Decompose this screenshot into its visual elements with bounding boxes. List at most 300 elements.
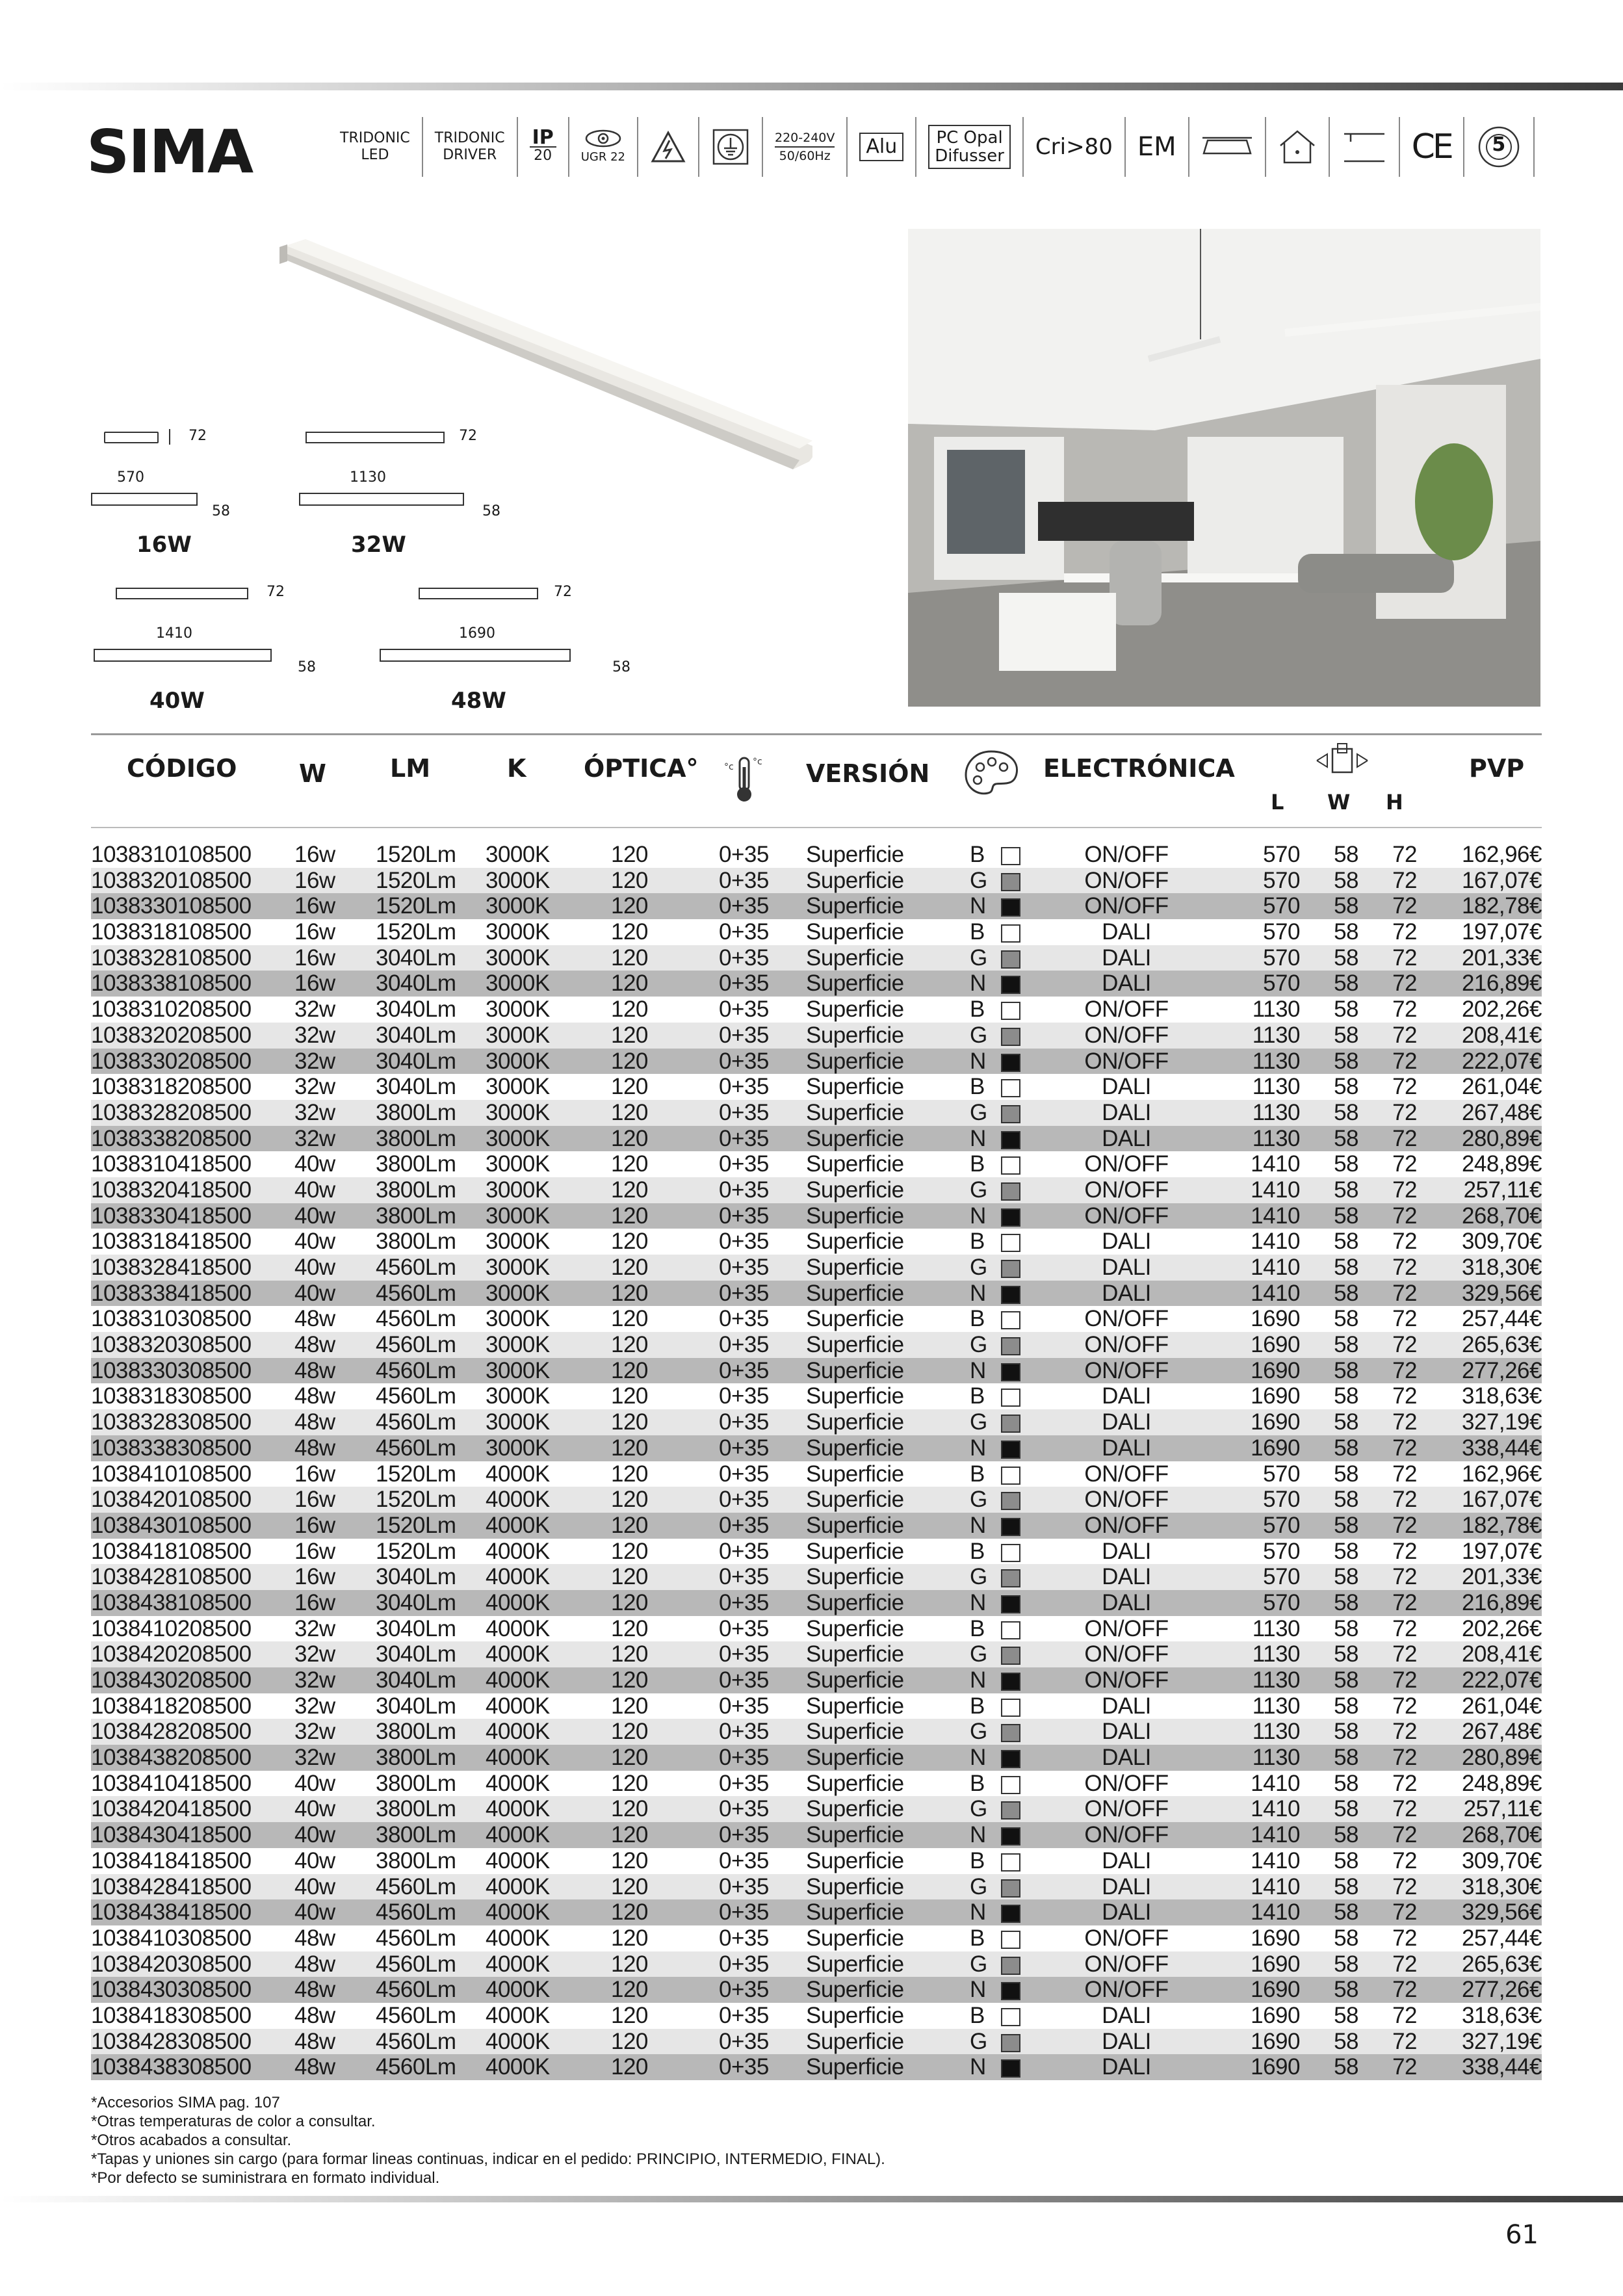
cell-temperature: 0+35 (719, 1719, 769, 1745)
cell-finish-code: N (970, 1977, 986, 2003)
svg-text:°c: °c (724, 762, 734, 772)
cell-lumen: 3800Lm (376, 1229, 456, 1255)
bottom-divider-bar (0, 2196, 1623, 2202)
cell-watt: 32w (294, 1719, 335, 1745)
cell-width: 58 (1334, 842, 1358, 867)
cell-height: 72 (1392, 1847, 1417, 1873)
cell-optica: 120 (611, 1125, 648, 1151)
cell-kelvin: 3000K (486, 1306, 550, 1332)
cell-electronica: ON/OFF (1084, 1770, 1169, 1796)
cell-optica: 120 (611, 1487, 648, 1513)
length-label: 1130 (350, 469, 386, 486)
cell-kelvin: 3000K (486, 1074, 550, 1100)
cell-optica: 120 (611, 1615, 648, 1641)
cell-width: 58 (1334, 1409, 1358, 1435)
cell-width: 58 (1334, 1641, 1358, 1667)
cell-codigo: 1038328208500 (91, 1099, 252, 1125)
cell-watt: 16w (294, 919, 335, 945)
table-row (91, 1667, 1542, 1693)
table-row (91, 2054, 1542, 2080)
cell-pvp: 309,70€ (1461, 1847, 1542, 1873)
cell-kelvin: 4000K (486, 1745, 550, 1771)
cell-finish-code: G (970, 867, 987, 893)
color-palette-icon (962, 748, 1020, 800)
table-row (91, 997, 1542, 1023)
cell-electronica: DALI (1102, 1847, 1151, 1873)
col-header-l: L (1271, 790, 1284, 815)
cell-width: 58 (1334, 1203, 1358, 1229)
cell-lumen: 1520Lm (376, 1538, 456, 1564)
cell-width: 58 (1334, 1435, 1358, 1461)
cell-watt: 32w (294, 1099, 335, 1125)
cell-lumen: 3800Lm (376, 1177, 456, 1203)
cell-kelvin: 3000K (486, 1383, 550, 1409)
finish-swatch (1001, 1311, 1020, 1329)
cell-height: 72 (1392, 1873, 1417, 1899)
ceiling-mount-icon (1330, 117, 1400, 177)
cell-width: 58 (1334, 1925, 1358, 1951)
cell-version: Superficie (806, 1048, 904, 1074)
table-row (91, 1796, 1542, 1822)
cell-height: 72 (1392, 1693, 1417, 1719)
cell-codigo: 1038330418500 (91, 1203, 252, 1229)
cell-codigo: 1038328308500 (91, 1409, 252, 1435)
cell-optica: 120 (611, 2002, 648, 2028)
cell-codigo: 1038420418500 (91, 1796, 252, 1822)
cell-optica: 120 (611, 919, 648, 945)
cell-lumen: 4560Lm (376, 2002, 456, 2028)
finish-swatch (1001, 1492, 1020, 1510)
cell-finish-code: B (970, 1925, 985, 1951)
cell-version: Superficie (806, 1847, 904, 1873)
table-row (91, 1539, 1542, 1565)
cell-finish-code: N (970, 1125, 986, 1151)
cell-length: 1410 (1251, 1770, 1300, 1796)
cell-pvp: 329,56€ (1461, 1899, 1542, 1925)
cell-electronica: ON/OFF (1084, 1641, 1169, 1667)
product-table (91, 842, 1542, 2080)
cell-height: 72 (1392, 1538, 1417, 1564)
cell-kelvin: 4000K (486, 1951, 550, 1977)
cell-width: 58 (1334, 1977, 1358, 2003)
cell-length: 1410 (1251, 1203, 1300, 1229)
cell-lumen: 3040Lm (376, 997, 456, 1023)
cell-optica: 120 (611, 1564, 648, 1590)
table-row (91, 893, 1542, 919)
cell-electronica: DALI (1102, 1564, 1151, 1590)
cell-watt: 32w (294, 1615, 335, 1641)
cell-finish-code: B (970, 997, 985, 1023)
electric-hazard-icon (638, 117, 699, 177)
cell-version: Superficie (806, 1151, 904, 1177)
cri-badge: Cri>80 (1024, 117, 1126, 177)
top-profile (94, 649, 272, 662)
cell-version: Superficie (806, 1099, 904, 1125)
cell-watt: 40w (294, 1847, 335, 1873)
cell-height: 72 (1392, 919, 1417, 945)
cell-lumen: 3040Lm (376, 1074, 456, 1100)
cell-finish-code: G (970, 1099, 987, 1125)
cell-kelvin: 4000K (486, 1487, 550, 1513)
cell-electronica: DALI (1102, 1693, 1151, 1719)
cell-optica: 120 (611, 1512, 648, 1538)
cell-temperature: 0+35 (719, 1615, 769, 1641)
watt-label: 48W (451, 688, 506, 714)
cell-watt: 32w (294, 1048, 335, 1074)
cell-finish-code: B (970, 1847, 985, 1873)
cell-pvp: 248,89€ (1461, 1770, 1542, 1796)
cell-pvp: 267,48€ (1461, 1719, 1542, 1745)
cell-version: Superficie (806, 1667, 904, 1693)
finish-swatch (1001, 1801, 1020, 1820)
side-profile (104, 432, 159, 443)
cell-pvp: 277,26€ (1461, 1977, 1542, 2003)
cell-watt: 16w (294, 842, 335, 867)
cell-pvp: 318,63€ (1461, 2002, 1542, 2028)
cell-temperature: 0+35 (719, 1048, 769, 1074)
cell-lumen: 1520Lm (376, 893, 456, 919)
finish-swatch (1001, 1156, 1020, 1175)
cell-width: 58 (1334, 1847, 1358, 1873)
cell-codigo: 1038418108500 (91, 1538, 252, 1564)
cell-width: 58 (1334, 1899, 1358, 1925)
cell-watt: 16w (294, 971, 335, 997)
cell-watt: 40w (294, 1899, 335, 1925)
cell-watt: 40w (294, 1822, 335, 1848)
table-row (91, 1616, 1542, 1642)
footnote-line: *Accesorios SIMA pag. 107 (91, 2094, 280, 2111)
cell-watt: 48w (294, 1951, 335, 1977)
cell-electronica: ON/OFF (1084, 893, 1169, 919)
tridonic-driver-badge: TRIDONIC DRIVER (423, 117, 518, 177)
length-label: 570 (117, 469, 144, 486)
finish-swatch (1001, 1234, 1020, 1252)
cell-electronica: DALI (1102, 1873, 1151, 1899)
width-label: 58 (298, 659, 316, 675)
finish-swatch (1001, 2059, 1020, 2078)
cell-version: Superficie (806, 1229, 904, 1255)
cell-version: Superficie (806, 1203, 904, 1229)
cell-lumen: 4560Lm (376, 1383, 456, 1409)
cell-lumen: 4560Lm (376, 1409, 456, 1435)
cell-width: 58 (1334, 1332, 1358, 1358)
cell-length: 570 (1263, 919, 1300, 945)
cell-width: 58 (1334, 945, 1358, 971)
col-header-k: K (507, 754, 526, 783)
cell-pvp: 268,70€ (1461, 1822, 1542, 1848)
table-row (91, 1306, 1542, 1332)
cell-watt: 32w (294, 1641, 335, 1667)
cell-codigo: 1038428418500 (91, 1873, 252, 1899)
table-row (91, 971, 1542, 997)
cell-length: 1410 (1251, 1151, 1300, 1177)
cell-lumen: 4560Lm (376, 1873, 456, 1899)
cell-height: 72 (1392, 1048, 1417, 1074)
cell-version: Superficie (806, 1409, 904, 1435)
watt-label: 40W (149, 688, 205, 714)
cell-codigo: 1038320108500 (91, 867, 252, 893)
cell-finish-code: B (970, 1229, 985, 1255)
cell-version: Superficie (806, 1977, 904, 2003)
cell-version: Superficie (806, 1357, 904, 1383)
cell-kelvin: 3000K (486, 893, 550, 919)
cell-version: Superficie (806, 919, 904, 945)
cell-temperature: 0+35 (719, 1461, 769, 1487)
cell-electronica: DALI (1102, 1280, 1151, 1306)
height-label: 72 (266, 584, 285, 600)
finish-swatch (1001, 1853, 1020, 1872)
cell-length: 570 (1263, 1564, 1300, 1590)
cell-temperature: 0+35 (719, 1332, 769, 1358)
cell-width: 58 (1334, 1693, 1358, 1719)
cell-lumen: 4560Lm (376, 1357, 456, 1383)
cell-codigo: 1038320418500 (91, 1177, 252, 1203)
cell-temperature: 0+35 (719, 1383, 769, 1409)
cell-length: 1130 (1252, 1641, 1300, 1667)
cell-temperature: 0+35 (719, 893, 769, 919)
cell-electronica: ON/OFF (1084, 1306, 1169, 1332)
cell-watt: 48w (294, 1332, 335, 1358)
cell-kelvin: 3000K (486, 1048, 550, 1074)
cell-pvp: 261,04€ (1461, 1074, 1542, 1100)
cell-temperature: 0+35 (719, 1873, 769, 1899)
cell-lumen: 3040Lm (376, 1048, 456, 1074)
cell-watt: 48w (294, 2028, 335, 2054)
cell-length: 1410 (1251, 1280, 1300, 1306)
cell-height: 72 (1392, 1951, 1417, 1977)
cell-watt: 48w (294, 1357, 335, 1383)
cell-electronica: ON/OFF (1084, 997, 1169, 1023)
cell-finish-code: N (970, 1589, 986, 1615)
cell-length: 1690 (1251, 1357, 1300, 1383)
table-row (91, 1822, 1542, 1848)
cell-length: 570 (1263, 1512, 1300, 1538)
cell-version: Superficie (806, 1564, 904, 1590)
cell-electronica: ON/OFF (1084, 1977, 1169, 2003)
cell-height: 72 (1392, 1770, 1417, 1796)
cell-length: 1690 (1251, 1435, 1300, 1461)
cell-kelvin: 3000K (486, 1099, 550, 1125)
cell-optica: 120 (611, 1151, 648, 1177)
cell-height: 72 (1392, 1977, 1417, 2003)
cell-pvp: 327,19€ (1461, 2028, 1542, 2054)
length-label: 1690 (459, 625, 495, 642)
table-row (91, 2003, 1542, 2029)
cell-width: 58 (1334, 1177, 1358, 1203)
finish-swatch (1001, 1569, 1020, 1587)
cell-watt: 16w (294, 1538, 335, 1564)
cell-height: 72 (1392, 1589, 1417, 1615)
cell-height: 72 (1392, 1925, 1417, 1951)
cell-electronica: DALI (1102, 919, 1151, 945)
cell-lumen: 3040Lm (376, 1641, 456, 1667)
cell-pvp: 216,89€ (1461, 1589, 1542, 1615)
cell-pvp: 182,78€ (1461, 893, 1542, 919)
cell-codigo: 1038418418500 (91, 1847, 252, 1873)
finish-swatch (1001, 1389, 1020, 1407)
cell-length: 1690 (1251, 1383, 1300, 1409)
cell-kelvin: 4000K (486, 1847, 550, 1873)
indoor-use-icon (1266, 117, 1330, 177)
cell-width: 58 (1334, 1383, 1358, 1409)
cell-pvp: 280,89€ (1461, 1125, 1542, 1151)
table-row (91, 1383, 1542, 1409)
cell-temperature: 0+35 (719, 1409, 769, 1435)
table-row (91, 868, 1542, 894)
side-profile (305, 432, 445, 443)
cell-lumen: 3800Lm (376, 1099, 456, 1125)
cell-kelvin: 4000K (486, 2028, 550, 2054)
cell-electronica: DALI (1102, 1719, 1151, 1745)
cell-height: 72 (1392, 1280, 1417, 1306)
cell-length: 570 (1263, 1461, 1300, 1487)
finish-swatch (1001, 1827, 1020, 1846)
cell-lumen: 3040Lm (376, 1589, 456, 1615)
cell-watt: 40w (294, 1229, 335, 1255)
cell-temperature: 0+35 (719, 1512, 769, 1538)
cell-optica: 120 (611, 867, 648, 893)
cell-length: 1130 (1252, 1048, 1300, 1074)
cell-finish-code: B (970, 1383, 985, 1409)
cell-watt: 40w (294, 1177, 335, 1203)
cell-version: Superficie (806, 1951, 904, 1977)
cell-kelvin: 3000K (486, 1435, 550, 1461)
cell-codigo: 1038310308500 (91, 1306, 252, 1332)
side-profile (116, 588, 248, 599)
cell-height: 72 (1392, 1461, 1417, 1487)
cell-pvp: 257,11€ (1463, 1177, 1542, 1203)
cell-width: 58 (1334, 1151, 1358, 1177)
cell-length: 1410 (1251, 1873, 1300, 1899)
table-row (91, 1409, 1542, 1435)
cell-lumen: 4560Lm (376, 2054, 456, 2080)
cell-lumen: 3040Lm (376, 1022, 456, 1048)
col-header-h: H (1386, 790, 1403, 815)
finish-swatch (1001, 924, 1020, 943)
cell-pvp: 222,07€ (1461, 1048, 1542, 1074)
cell-version: Superficie (806, 1383, 904, 1409)
table-row (91, 1281, 1542, 1307)
cell-width: 58 (1334, 1822, 1358, 1848)
cell-height: 72 (1392, 2028, 1417, 2054)
cell-finish-code: G (970, 1409, 987, 1435)
cell-kelvin: 4000K (486, 1564, 550, 1590)
cell-finish-code: G (970, 1332, 987, 1358)
cell-temperature: 0+35 (719, 1022, 769, 1048)
cell-height: 72 (1392, 1641, 1417, 1667)
col-header-codigo: CÓDIGO (127, 754, 237, 783)
cell-width: 58 (1334, 1512, 1358, 1538)
cell-kelvin: 4000K (486, 1641, 550, 1667)
cell-finish-code: G (970, 1487, 987, 1513)
cell-length: 570 (1263, 1487, 1300, 1513)
cell-lumen: 4560Lm (376, 1925, 456, 1951)
footnotes (91, 2093, 885, 2187)
cell-finish-code: G (970, 1719, 987, 1745)
side-profile (419, 588, 538, 599)
cell-kelvin: 4000K (486, 1461, 550, 1487)
cell-watt: 32w (294, 1022, 335, 1048)
cell-watt: 16w (294, 893, 335, 919)
cell-codigo: 1038310208500 (91, 997, 252, 1023)
cell-temperature: 0+35 (719, 1435, 769, 1461)
cell-codigo: 1038410418500 (91, 1770, 252, 1796)
width-label: 58 (212, 503, 230, 519)
finish-swatch (1001, 1286, 1020, 1304)
cell-electronica: ON/OFF (1084, 867, 1169, 893)
table-row (91, 1874, 1542, 1900)
cell-version: Superficie (806, 971, 904, 997)
cell-electronica: ON/OFF (1084, 1951, 1169, 1977)
cell-version: Superficie (806, 867, 904, 893)
cell-lumen: 4560Lm (376, 1306, 456, 1332)
cell-optica: 120 (611, 1099, 648, 1125)
cell-optica: 120 (611, 1641, 648, 1667)
cell-height: 72 (1392, 1125, 1417, 1151)
cell-finish-code: N (970, 971, 986, 997)
cell-width: 58 (1334, 2054, 1358, 2080)
col-header-pvp: PVP (1469, 754, 1525, 783)
cell-optica: 120 (611, 1022, 648, 1048)
cell-kelvin: 3000K (486, 1332, 550, 1358)
cell-kelvin: 3000K (486, 842, 550, 867)
cell-temperature: 0+35 (719, 1280, 769, 1306)
footnote-line: *Otros acabados a consultar. (91, 2132, 292, 2149)
cell-length: 570 (1263, 1589, 1300, 1615)
finish-swatch (1001, 1931, 1020, 1949)
cell-optica: 120 (611, 2028, 648, 2054)
cell-pvp: 162,96€ (1461, 1461, 1542, 1487)
cell-lumen: 1520Lm (376, 1461, 456, 1487)
cell-temperature: 0+35 (719, 1667, 769, 1693)
cell-version: Superficie (806, 1693, 904, 1719)
voltage-badge: 220-240V 50/60Hz (763, 117, 848, 177)
cell-lumen: 3040Lm (376, 1693, 456, 1719)
finish-swatch (1001, 1054, 1020, 1072)
cell-height: 72 (1392, 1745, 1417, 1771)
cell-lumen: 1520Lm (376, 867, 456, 893)
table-row (91, 1564, 1542, 1590)
cell-codigo: 1038430108500 (91, 1512, 252, 1538)
cell-optica: 120 (611, 842, 648, 867)
table-row (91, 1023, 1542, 1049)
cell-electronica: DALI (1102, 1435, 1151, 1461)
cell-watt: 48w (294, 1925, 335, 1951)
finish-swatch (1001, 1699, 1020, 1717)
cell-length: 1130 (1252, 997, 1300, 1023)
finish-swatch (1001, 1518, 1020, 1536)
cell-kelvin: 4000K (486, 1822, 550, 1848)
cell-finish-code: N (970, 1745, 986, 1771)
table-row (91, 1151, 1542, 1177)
cell-kelvin: 4000K (486, 1512, 550, 1538)
cell-kelvin: 4000K (486, 1977, 550, 2003)
cell-version: Superficie (806, 997, 904, 1023)
cell-pvp: 202,26€ (1461, 997, 1542, 1023)
cell-optica: 120 (611, 1899, 648, 1925)
table-row (91, 1255, 1542, 1281)
cell-finish-code: N (970, 1512, 986, 1538)
cell-electronica: ON/OFF (1084, 1022, 1169, 1048)
cell-height: 72 (1392, 2002, 1417, 2028)
cell-kelvin: 3000K (486, 1125, 550, 1151)
finish-swatch (1001, 1647, 1020, 1665)
cell-pvp: 267,48€ (1461, 1099, 1542, 1125)
cell-electronica: DALI (1102, 1074, 1151, 1100)
cell-optica: 120 (611, 1435, 648, 1461)
cell-length: 1410 (1251, 1796, 1300, 1822)
cell-finish-code: G (970, 1796, 987, 1822)
